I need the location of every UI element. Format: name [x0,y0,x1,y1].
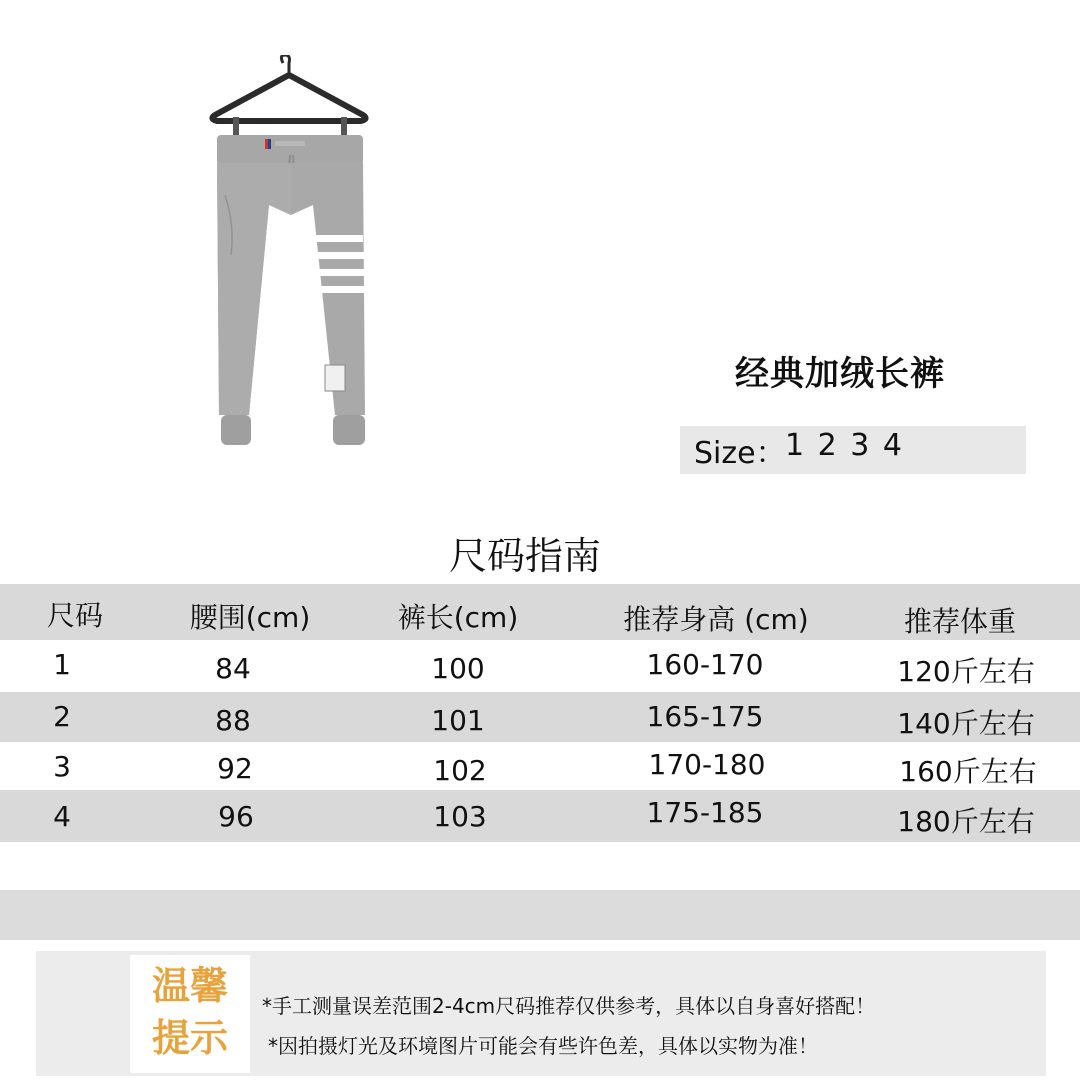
tip-line-1: *手工测量误差范围2-4cm尺码推荐仅供参考，具体以自身喜好搭配！ [262,994,876,1018]
cell-waist: 96 [218,800,254,833]
cell-size: 3 [53,750,71,783]
cell-weight: 180斤左右 [897,805,1035,838]
cell-weight: 160斤左右 [899,755,1037,788]
table-row [0,790,1080,842]
cell-size: 4 [53,800,71,833]
tips-label-line2: 提示 [151,1016,228,1060]
cell-waist: 92 [217,752,253,785]
sweatpants-on-hanger-icon [195,55,385,455]
size-label: Size： [694,436,786,471]
table-row [0,692,1080,742]
tips-label-line1: 温馨 [151,964,228,1008]
header-length: 裤长(cm) [397,601,519,634]
cell-length: 100 [431,652,485,685]
table-row [0,742,1080,790]
table-header-row [0,584,1080,640]
cell-length: 103 [433,800,487,833]
cell-size: 2 [53,700,71,733]
header-height: 推荐身高 (cm) [623,603,809,636]
cell-length: 102 [433,754,487,787]
header-weight: 推荐体重 [903,605,1017,638]
tip-line-2: *因拍摄灯光及环境图片可能会有些许色差，具体以实物为准！ [268,1034,818,1058]
cell-weight: 120斤左右 [897,655,1035,688]
cell-height: 170-180 [648,748,766,781]
cell-waist: 88 [215,704,251,737]
tips-label [130,960,250,1064]
cell-height: 160-170 [646,648,764,681]
table-row [0,640,1080,692]
header-waist: 腰围(cm) [189,601,311,634]
cell-length: 101 [431,704,485,737]
header-size: 尺码 [46,599,104,632]
cell-height: 165-175 [646,700,764,733]
size-values: 1 2 3 4 [785,428,904,463]
cell-waist: 84 [215,652,251,685]
product-title: 经典加绒长裤 [735,354,945,394]
cell-height: 175-185 [646,796,764,829]
size-guide-title: 尺码指南 [448,534,601,578]
blank-band [0,890,1080,940]
cell-weight: 140斤左右 [897,707,1035,740]
cell-size: 1 [53,648,71,681]
